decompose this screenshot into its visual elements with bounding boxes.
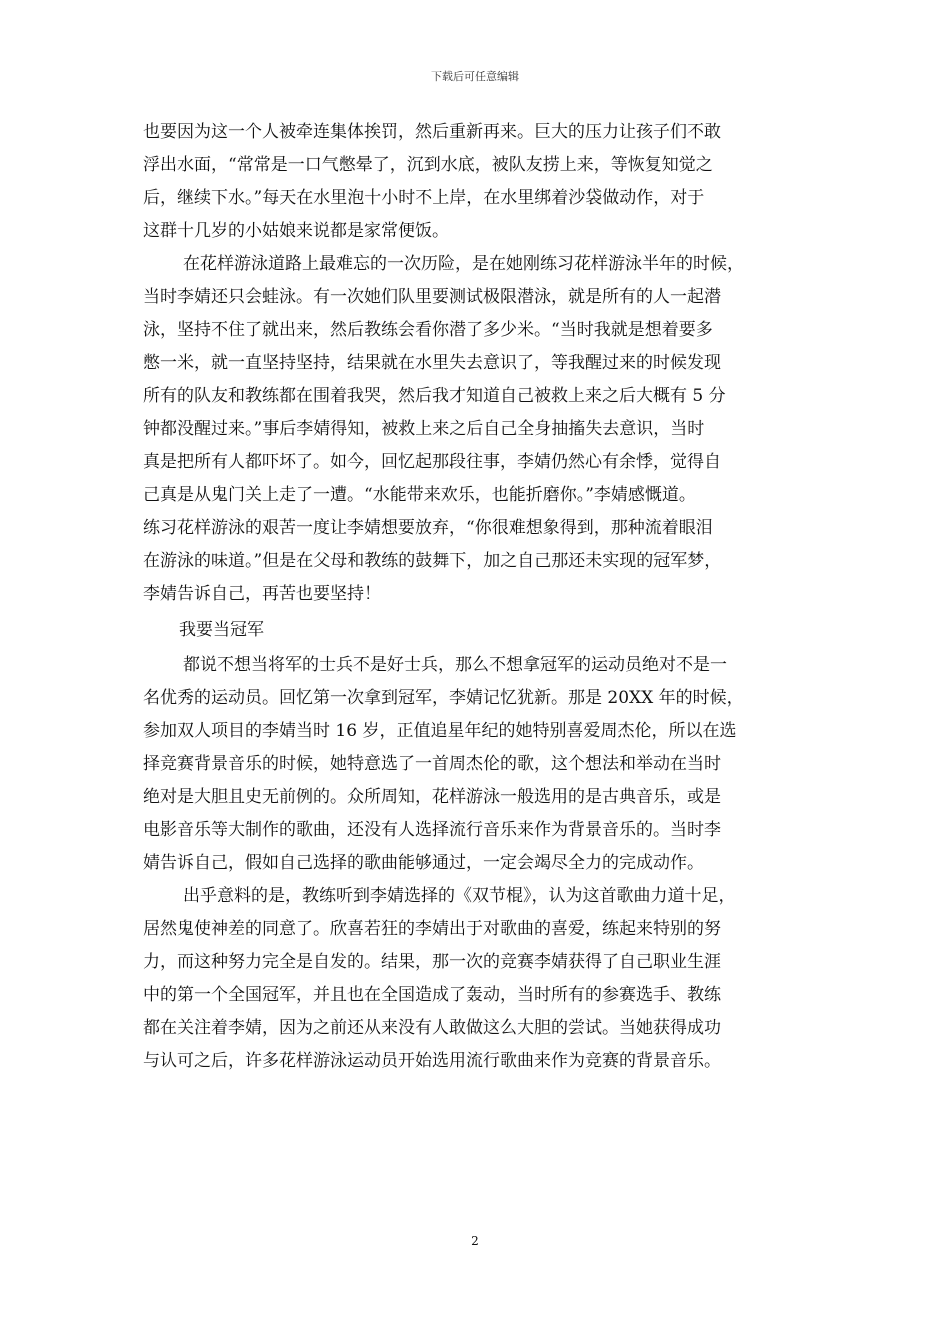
text-line: 这群十几岁的小姑娘来说都是家常便饭。: [143, 221, 449, 241]
text-line: 在花样游泳道路上最难忘的一次历险，是在她刚练习花样游泳半年的时候，: [183, 254, 744, 274]
text-line: 真是把所有人都吓坏了。如今，回忆起那段往事，李婧仍然心有余悸，觉得自: [143, 452, 721, 472]
text-line: 在游泳的味道。”但是在父母和教练的鼓舞下，加之自己那还未实现的冠军梦，: [143, 551, 722, 571]
text-line: 电影音乐等大制作的歌曲，还没有人选择流行音乐来作为背景音乐的。当时李: [143, 820, 721, 840]
text-line: 居然鬼使神差的同意了。欣喜若狂的李婧出于对歌曲的喜爱，练起来特别的努: [143, 919, 721, 939]
text-line: 参加双人项目的李婧当时 16 岁，正值追星年纪的她特别喜爱周杰伦，所以在选: [143, 721, 737, 741]
text-line: 中的第一个全国冠军，并且也在全国造成了轰动，当时所有的参赛选手、教练: [143, 985, 721, 1005]
document-body: [143, 116, 813, 1078]
text-line: 泳，坚持不住了就出来，然后教练会看你潜了多少米。“当时我就是想着要多: [143, 320, 713, 340]
text-line: 绝对是大胆且史无前例的。众所周知，花样游泳一般选用的是古典音乐，或是: [143, 787, 721, 807]
page-header: 下载后可任意编辑: [431, 70, 519, 83]
paragraph: [143, 116, 813, 248]
text-line: 当时李婧还只会蛙泳。有一次她们队里要测试极限潜泳，就是所有的人一起潜: [143, 287, 721, 307]
text-line: 己真是从鬼门关上走了一遭。“水能带来欢乐，也能折磨你。”李婧感慨道。: [143, 485, 696, 505]
text-line: 都说不想当将军的士兵不是好士兵，那么不想拿冠军的运动员绝对不是一: [183, 655, 727, 675]
text-line: 出乎意料的是，教练听到李婧选择的《双节棍》，认为这首歌曲力道十足，: [183, 886, 736, 906]
text-line: 李婧告诉自己，再苦也要坚持！: [143, 584, 381, 604]
paragraph: [143, 248, 813, 611]
paragraph: [143, 880, 813, 1078]
text-line: 与认可之后，许多花样游泳运动员开始选用流行歌曲来作为竞赛的背景音乐。: [143, 1051, 721, 1071]
text-line: 婧告诉自己，假如自己选择的歌曲能够通过，一定会竭尽全力的完成动作。: [143, 853, 704, 873]
text-line: 力，而这种努力完全是自发的。结果，那一次的竞赛李婧获得了自己职业生涯: [143, 952, 721, 972]
text-line: 钟都没醒过来。”事后李婧得知，被救上来之后自己全身抽搐失去意识，当时: [143, 419, 705, 439]
text-line: 所有的队友和教练都在围着我哭，然后我才知道自己被救上来之后大概有 5 分: [143, 386, 726, 406]
text-line: 也要因为这一个人被牵连集体挨罚，然后重新再来。巨大的压力让孩子们不敢: [143, 122, 721, 142]
paragraph: [143, 649, 813, 880]
text-line: 浮出水面，“常常是一口气憋晕了，沉到水底，被队友捞上来，等恢复知觉之: [143, 155, 713, 175]
section-heading: 我要当冠军: [179, 620, 264, 640]
text-line: 都在关注着李婧，因为之前还从来没有人敢做这么大胆的尝试。当她获得成功: [143, 1018, 721, 1038]
text-line: 名优秀的运动员。回忆第一次拿到冠军，李婧记忆犹新。那是 20XX 年的时候，: [143, 688, 744, 708]
text-line: 后，继续下水。”每天在水里泡十小时不上岸，在水里绑着沙袋做动作，对于: [143, 188, 705, 208]
text-line: 憋一米，就一直坚持坚持，结果就在水里失去意识了，等我醒过来的时候发现: [143, 353, 721, 373]
text-line: 择竞赛背景音乐的时候，她特意选了一首周杰伦的歌，这个想法和举动在当时: [143, 754, 721, 774]
text-line: 练习花样游泳的艰苦一度让李婧想要放弃，“你很难想象得到，那种流着眼泪: [143, 518, 713, 538]
page-number: 2: [471, 1234, 479, 1248]
